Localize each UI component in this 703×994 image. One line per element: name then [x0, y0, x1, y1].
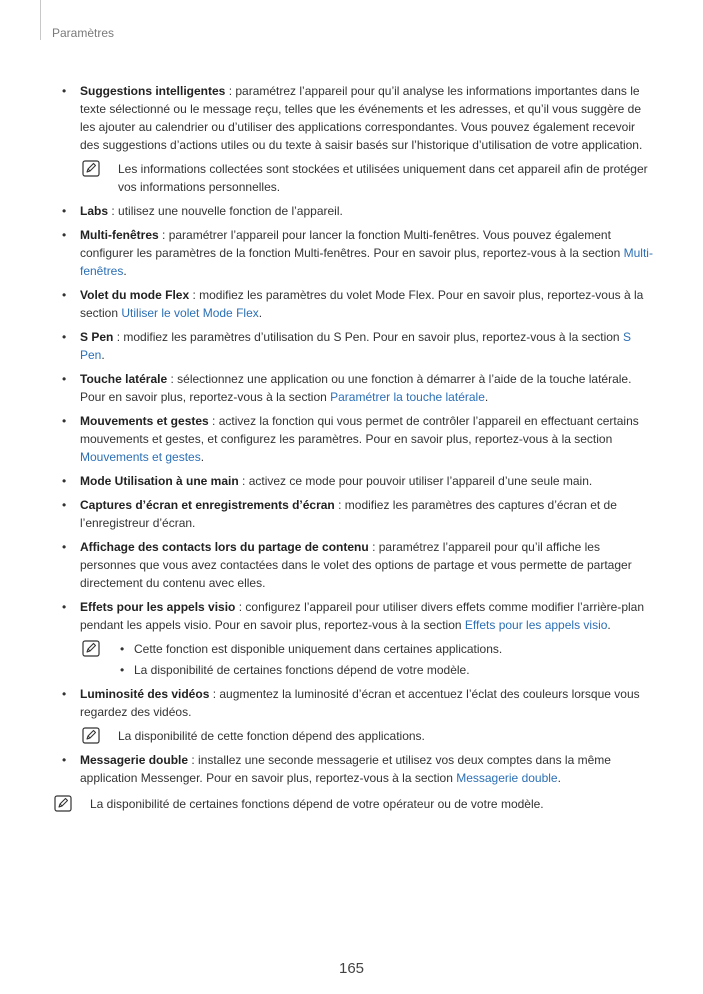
bullet: • [62, 498, 67, 512]
list-item [54, 598, 654, 634]
note [54, 640, 654, 679]
section-link[interactable]: Multi-fenêtres [80, 246, 653, 278]
note-pencil-icon [82, 160, 100, 177]
punctuation: . [123, 264, 127, 278]
bullet: • [62, 414, 67, 428]
setting-term: Luminosité des vidéos [80, 687, 210, 701]
punctuation: . [607, 618, 611, 632]
list-item [54, 286, 654, 322]
setting-description: : modifiez les paramètres des captures d’écran et de l’enregistreur d’écran. [80, 498, 617, 530]
note-pencil-icon [82, 640, 100, 657]
final-note [54, 795, 654, 813]
bullet: • [62, 687, 67, 701]
bullet: • [62, 330, 67, 344]
setting-term: Touche latérale [80, 372, 168, 386]
section-link[interactable]: Utiliser le volet Mode Flex [121, 306, 259, 320]
setting-description: : augmentez la luminosité d’écran et accentuez l’éclat des couleurs lorsque vous regardez des vidéos. [80, 687, 640, 719]
setting-term: S Pen [80, 330, 114, 344]
bullet: • [62, 753, 67, 767]
bullet: • [62, 540, 67, 554]
setting-term: Multi-fenêtres [80, 228, 159, 242]
setting-description: : activez ce mode pour pouvoir utiliser l’appareil d’une seule main. [238, 474, 593, 488]
setting-term: Effets pour les appels visio [80, 600, 236, 614]
setting-term: Mouvements et gestes [80, 414, 209, 428]
note-list-item [118, 640, 654, 658]
list-item [54, 412, 654, 466]
list-item [54, 226, 654, 280]
bullet: • [120, 642, 125, 656]
bullet: • [62, 372, 67, 386]
bullet: • [62, 288, 67, 302]
setting-term: Mode Utilisation à une main [80, 474, 239, 488]
setting-description: : modifiez les paramètres du volet Mode Flex. Pour en savoir plus, reportez-vous à la section [80, 288, 644, 320]
note-text: Cette fonction est disponible uniquement dans certaines applications. [134, 642, 503, 656]
setting-description: : sélectionnez une application ou une fonction à démarrer à l’aide de la touche latérale. Pour en savoir plus, reportez-vous à la section [80, 372, 632, 404]
setting-description: : paramétrez l’appareil pour qu’il analyse les informations importantes dans le texte sélectionné ou le message reçu, telles que les événements et les adresses, et qu’il vous suggère de les ajouter au calendrier ou d’utiliser des applications correspondantes. Vous pouvez également recevoir des suggestions d’actions utiles ou du texte à saisir basés sur l’historique d’utilisation de votre application. [80, 84, 643, 152]
note-text: La disponibilité de certaines fonctions dépend de votre opérateur ou de votre modèle. [90, 797, 544, 811]
punctuation: . [557, 771, 561, 785]
list-item [54, 370, 654, 406]
punctuation: . [101, 348, 105, 362]
setting-term: Messagerie double [80, 753, 189, 767]
list-item [54, 751, 654, 787]
note [54, 160, 654, 196]
section-link[interactable]: Messagerie double [456, 771, 558, 785]
list-item [54, 538, 654, 592]
section-link[interactable]: Mouvements et gestes [80, 450, 201, 464]
bullet: • [120, 663, 125, 677]
list-item [54, 202, 654, 220]
punctuation: . [200, 450, 205, 464]
list-item [54, 472, 654, 490]
note-pencil-icon [54, 795, 72, 812]
setting-description: : activez la fonction qui vous permet de contrôler l’appareil en effectuant certains mouvements et gestes, et configurez les paramètres. Pour en savoir plus, reportez-vous à la section [80, 414, 639, 446]
setting-term: Volet du mode Flex [80, 288, 190, 302]
setting-description: : modifiez les paramètres d’utilisation du S Pen. Pour en savoir plus, reportez-vous à la section [113, 330, 623, 344]
setting-description: : paramétrer l’appareil pour lancer la fonction Multi-fenêtres. Vous pouvez également configurer les paramètres de la fonction Multi-fenêtres. Pour en savoir plus, reportez-vous à la section [80, 228, 624, 260]
setting-term: Suggestions intelligentes [80, 84, 226, 98]
bullet: • [62, 228, 67, 242]
setting-description: : utilisez une nouvelle fonction de l’appareil. [108, 204, 343, 218]
bullet: • [62, 600, 67, 614]
list-item [54, 82, 654, 154]
list-item [54, 685, 654, 721]
section-link[interactable]: Effets pour les appels visio [464, 618, 608, 632]
note [54, 727, 654, 745]
note-list-item [118, 661, 654, 679]
bullet: • [62, 474, 67, 488]
note-text: La disponibilité de certaines fonctions dépend de votre modèle. [134, 663, 470, 677]
note-text: La disponibilité de cette fonction dépend des applications. [118, 729, 425, 743]
page-content [54, 82, 654, 819]
setting-description: : configurez l’appareil pour utiliser divers effets comme modifier l’arrière-plan pendant les appels visio. Pour en savoir plus, reportez-vous à la section [80, 600, 645, 632]
list-item [54, 328, 654, 364]
section-header: Paramètres [52, 26, 115, 40]
page-number: 165 [338, 960, 365, 977]
section-link[interactable]: Paramétrer la touche latérale [330, 390, 485, 404]
setting-term: Labs [80, 204, 109, 218]
setting-term: Captures d’écran et enregistrements d’écran [80, 498, 335, 512]
setting-description: : paramétrez l’appareil pour qu’il affiche les personnes que vous avez contactées dans le volet des options de partage et vous permette de partager directement du contenu avec elles. [80, 540, 632, 590]
punctuation: . [258, 306, 263, 320]
note-pencil-icon [82, 727, 100, 744]
note-text: Les informations collectées sont stockées et utilisées uniquement dans cet appareil afin de protéger vos informations personnelles. [118, 162, 648, 194]
setting-term: Affichage des contacts lors du partage de contenu [80, 540, 369, 554]
header-rule [40, 0, 41, 40]
list-item [54, 496, 654, 532]
section-link[interactable]: S Pen [80, 330, 631, 362]
punctuation: . [484, 390, 489, 404]
bullet: • [62, 204, 67, 218]
bullet: • [62, 84, 67, 98]
setting-description: : installez une seconde messagerie et utilisez vos deux comptes dans la même application Messenger. Pour en savoir plus, reportez-vous à la section [80, 753, 611, 785]
